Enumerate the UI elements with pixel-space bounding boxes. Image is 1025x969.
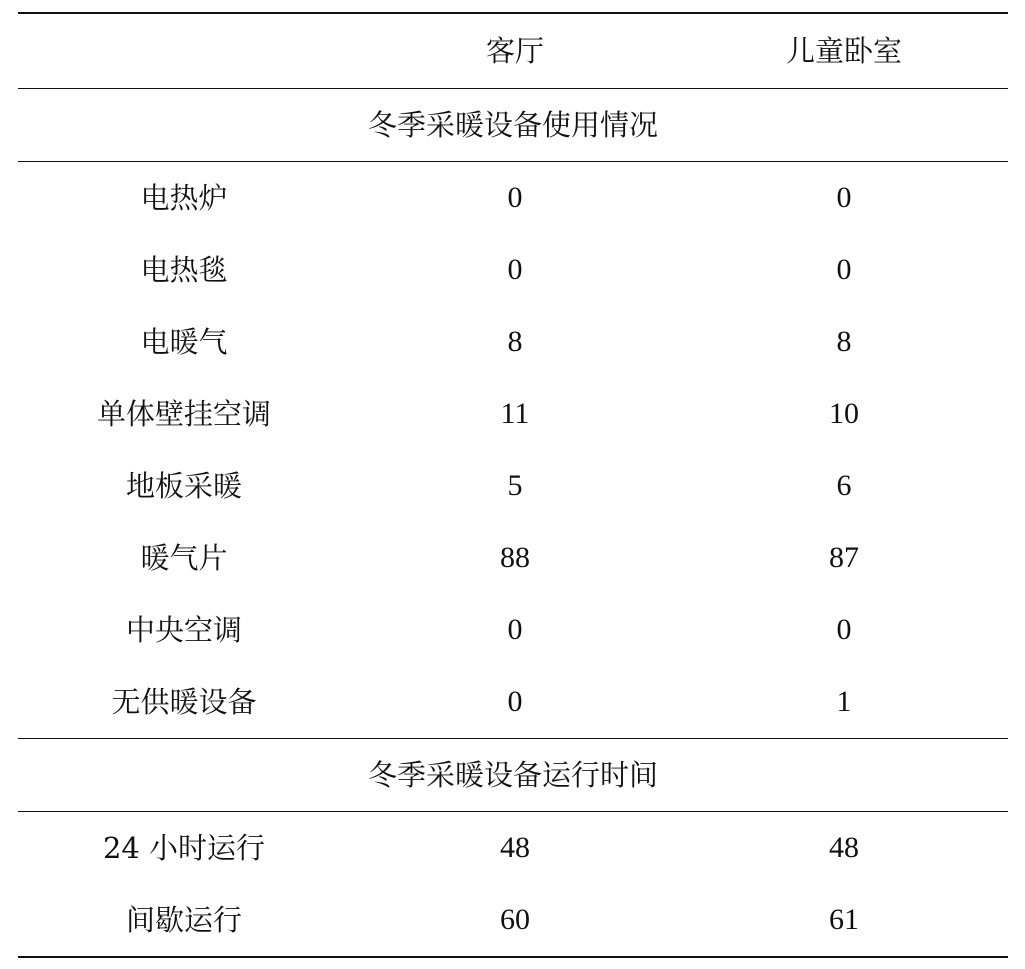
row-label: 暖气片: [140, 540, 228, 575]
row-label: 24 小时运行: [18, 812, 350, 885]
child-bedroom-value: 6: [836, 469, 852, 502]
row-label: 电热毯: [140, 252, 228, 287]
table-row: [18, 162, 1008, 235]
row-label: 电暖气: [140, 324, 228, 359]
table-row: [18, 450, 1008, 522]
table-header-row: [18, 13, 1008, 89]
child-bedroom-value: 10: [829, 397, 859, 430]
table-row: [18, 234, 1008, 306]
table-row: [18, 884, 1008, 957]
row-label: 无供暖设备: [111, 684, 257, 719]
heating-equipment-table-container: [18, 12, 1008, 958]
child-bedroom-value: 0: [836, 253, 852, 286]
row-label: 电热炉: [18, 162, 350, 235]
child-bedroom-value: 0: [680, 162, 1008, 235]
living-room-value: 88: [500, 541, 530, 574]
section-title-row: [18, 739, 1008, 812]
table-row: [18, 666, 1008, 739]
section-title-usage: 冬季采暖设备使用情况: [18, 89, 1008, 162]
header-child-bedroom: 儿童卧室: [680, 13, 1008, 89]
row-label: 地板采暖: [125, 468, 242, 503]
table-row: [18, 522, 1008, 594]
row-label: 单体壁挂空调: [96, 396, 271, 431]
child-bedroom-value: 1: [836, 685, 852, 718]
living-room-value: 60: [350, 884, 680, 957]
heating-equipment-table: [18, 12, 1008, 958]
living-room-value: 48: [350, 812, 680, 885]
table-row: [18, 812, 1008, 885]
section-title-row: [18, 89, 1008, 162]
living-room-value: 11: [500, 397, 530, 430]
living-room-value: 8: [507, 325, 523, 358]
row-label: 间歇运行: [18, 884, 350, 957]
child-bedroom-value: 48: [680, 812, 1008, 885]
table-row: [18, 594, 1008, 666]
living-room-value: 0: [507, 613, 523, 646]
living-room-value: 0: [350, 162, 680, 235]
child-bedroom-value: 8: [836, 325, 852, 358]
living-room-value: 0: [507, 685, 523, 718]
living-room-value: 5: [507, 469, 523, 502]
living-room-value: 0: [507, 253, 523, 286]
child-bedroom-value: 0: [836, 613, 852, 646]
header-living-room: 客厅: [350, 13, 680, 89]
table-row: [18, 306, 1008, 378]
row-label: 中央空调: [125, 612, 242, 647]
header-empty-cell: [18, 13, 350, 89]
child-bedroom-value: 61: [680, 884, 1008, 957]
child-bedroom-value: 87: [829, 541, 859, 574]
section-title-runtime: 冬季采暖设备运行时间: [18, 739, 1008, 812]
table-row: [18, 378, 1008, 450]
